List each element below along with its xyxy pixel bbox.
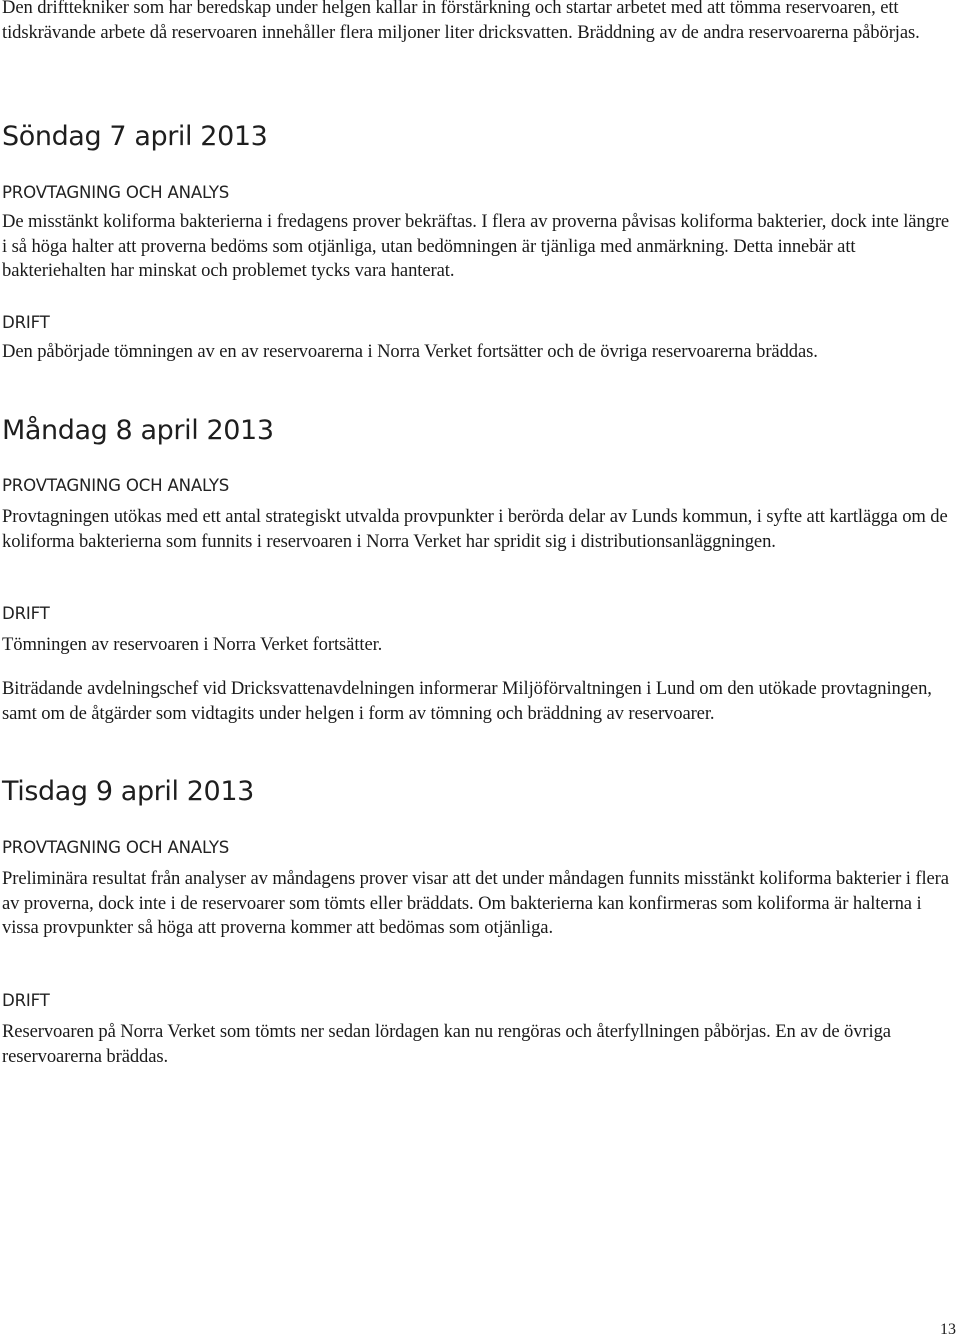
intro-paragraph: Den drifttekniker som har beredskap under helgen kallar in förstärkning och startar arbetet med att tömma reservoaren, ett tidskrävande arbete då reservoaren innehåller flera miljoner liter dricksvatten. Bräddning av de andra reservoarerna påbörjas. [2, 0, 920, 43]
paragraph-sampling-sunday: De misstänkt koliforma bakterierna i fredagens prover bekräftas. I flera av proverna påvisas koliforma bakterier, dock inte längre i så höga halter att proverna bedöms som otjänliga, utan bedömningen är tjänliga med anmärkning. Detta innebär att bakteriehalten har minskat och problemet tycks vara hanterat. [2, 211, 950, 282]
paragraph-sampling-monday: Provtagningen utökas med ett antal strategiskt utvalda provpunkter i berörda delar av Lunds kommun, i syfte att kartlägga om de koliforma bakterierna som funnits i reservoaren i Norra Verket har spridit sig i distributionsanläggningen. [2, 506, 948, 552]
subheading-sampling-sunday: PROVTAGNING OCH ANALYS [2, 183, 230, 202]
paragraph-operations-tuesday: Reservoaren på Norra Verket som tömts ner sedan lördagen kan nu rengöras och återfyllningen påbörjas. En av de övriga reservoarerna bräddas. [2, 1021, 891, 1067]
section-heading-monday: Måndag 8 april 2013 [2, 415, 274, 446]
subheading-sampling-tuesday: PROVTAGNING OCH ANALYS [2, 838, 230, 857]
page-number: 13 [940, 1321, 956, 1338]
subheading-operations-sunday: DRIFT [2, 313, 50, 332]
section-heading-tuesday: Tisdag 9 april 2013 [2, 776, 254, 807]
paragraph-operations-sunday: Den påbörjade tömningen av en av reservoarerna i Norra Verket fortsätter och de övriga reservoarerna bräddas. [2, 341, 818, 362]
section-heading-sunday: Söndag 7 april 2013 [2, 121, 268, 152]
paragraph-operations-monday: Tömningen av reservoaren i Norra Verket fortsätter. [2, 634, 383, 655]
subheading-operations-monday: DRIFT [2, 604, 50, 623]
subheading-sampling-monday: PROVTAGNING OCH ANALYS [2, 476, 230, 495]
paragraph-sampling-tuesday: Preliminära resultat från analyser av måndagens prover visar att det under måndagen funnits misstänkt koliforma bakterier i flera av proverna, dock inte i de reservoarer som tömts eller bräddats. Om bakterierna kan konfirmeras som koliforma är halterna i vissa provpunkter så höga att proverna kommer att bedömas som otjänliga. [2, 868, 949, 939]
subheading-operations-tuesday: DRIFT [2, 991, 50, 1010]
paragraph-information-monday: Biträdande avdelningschef vid Dricksvattenavdelningen informerar Miljöförvaltningen i Lund om den utökade provtagningen, samt om de åtgärder som vidtagits under helgen i form av tömning och bräddning av reservoarer. [2, 678, 932, 724]
